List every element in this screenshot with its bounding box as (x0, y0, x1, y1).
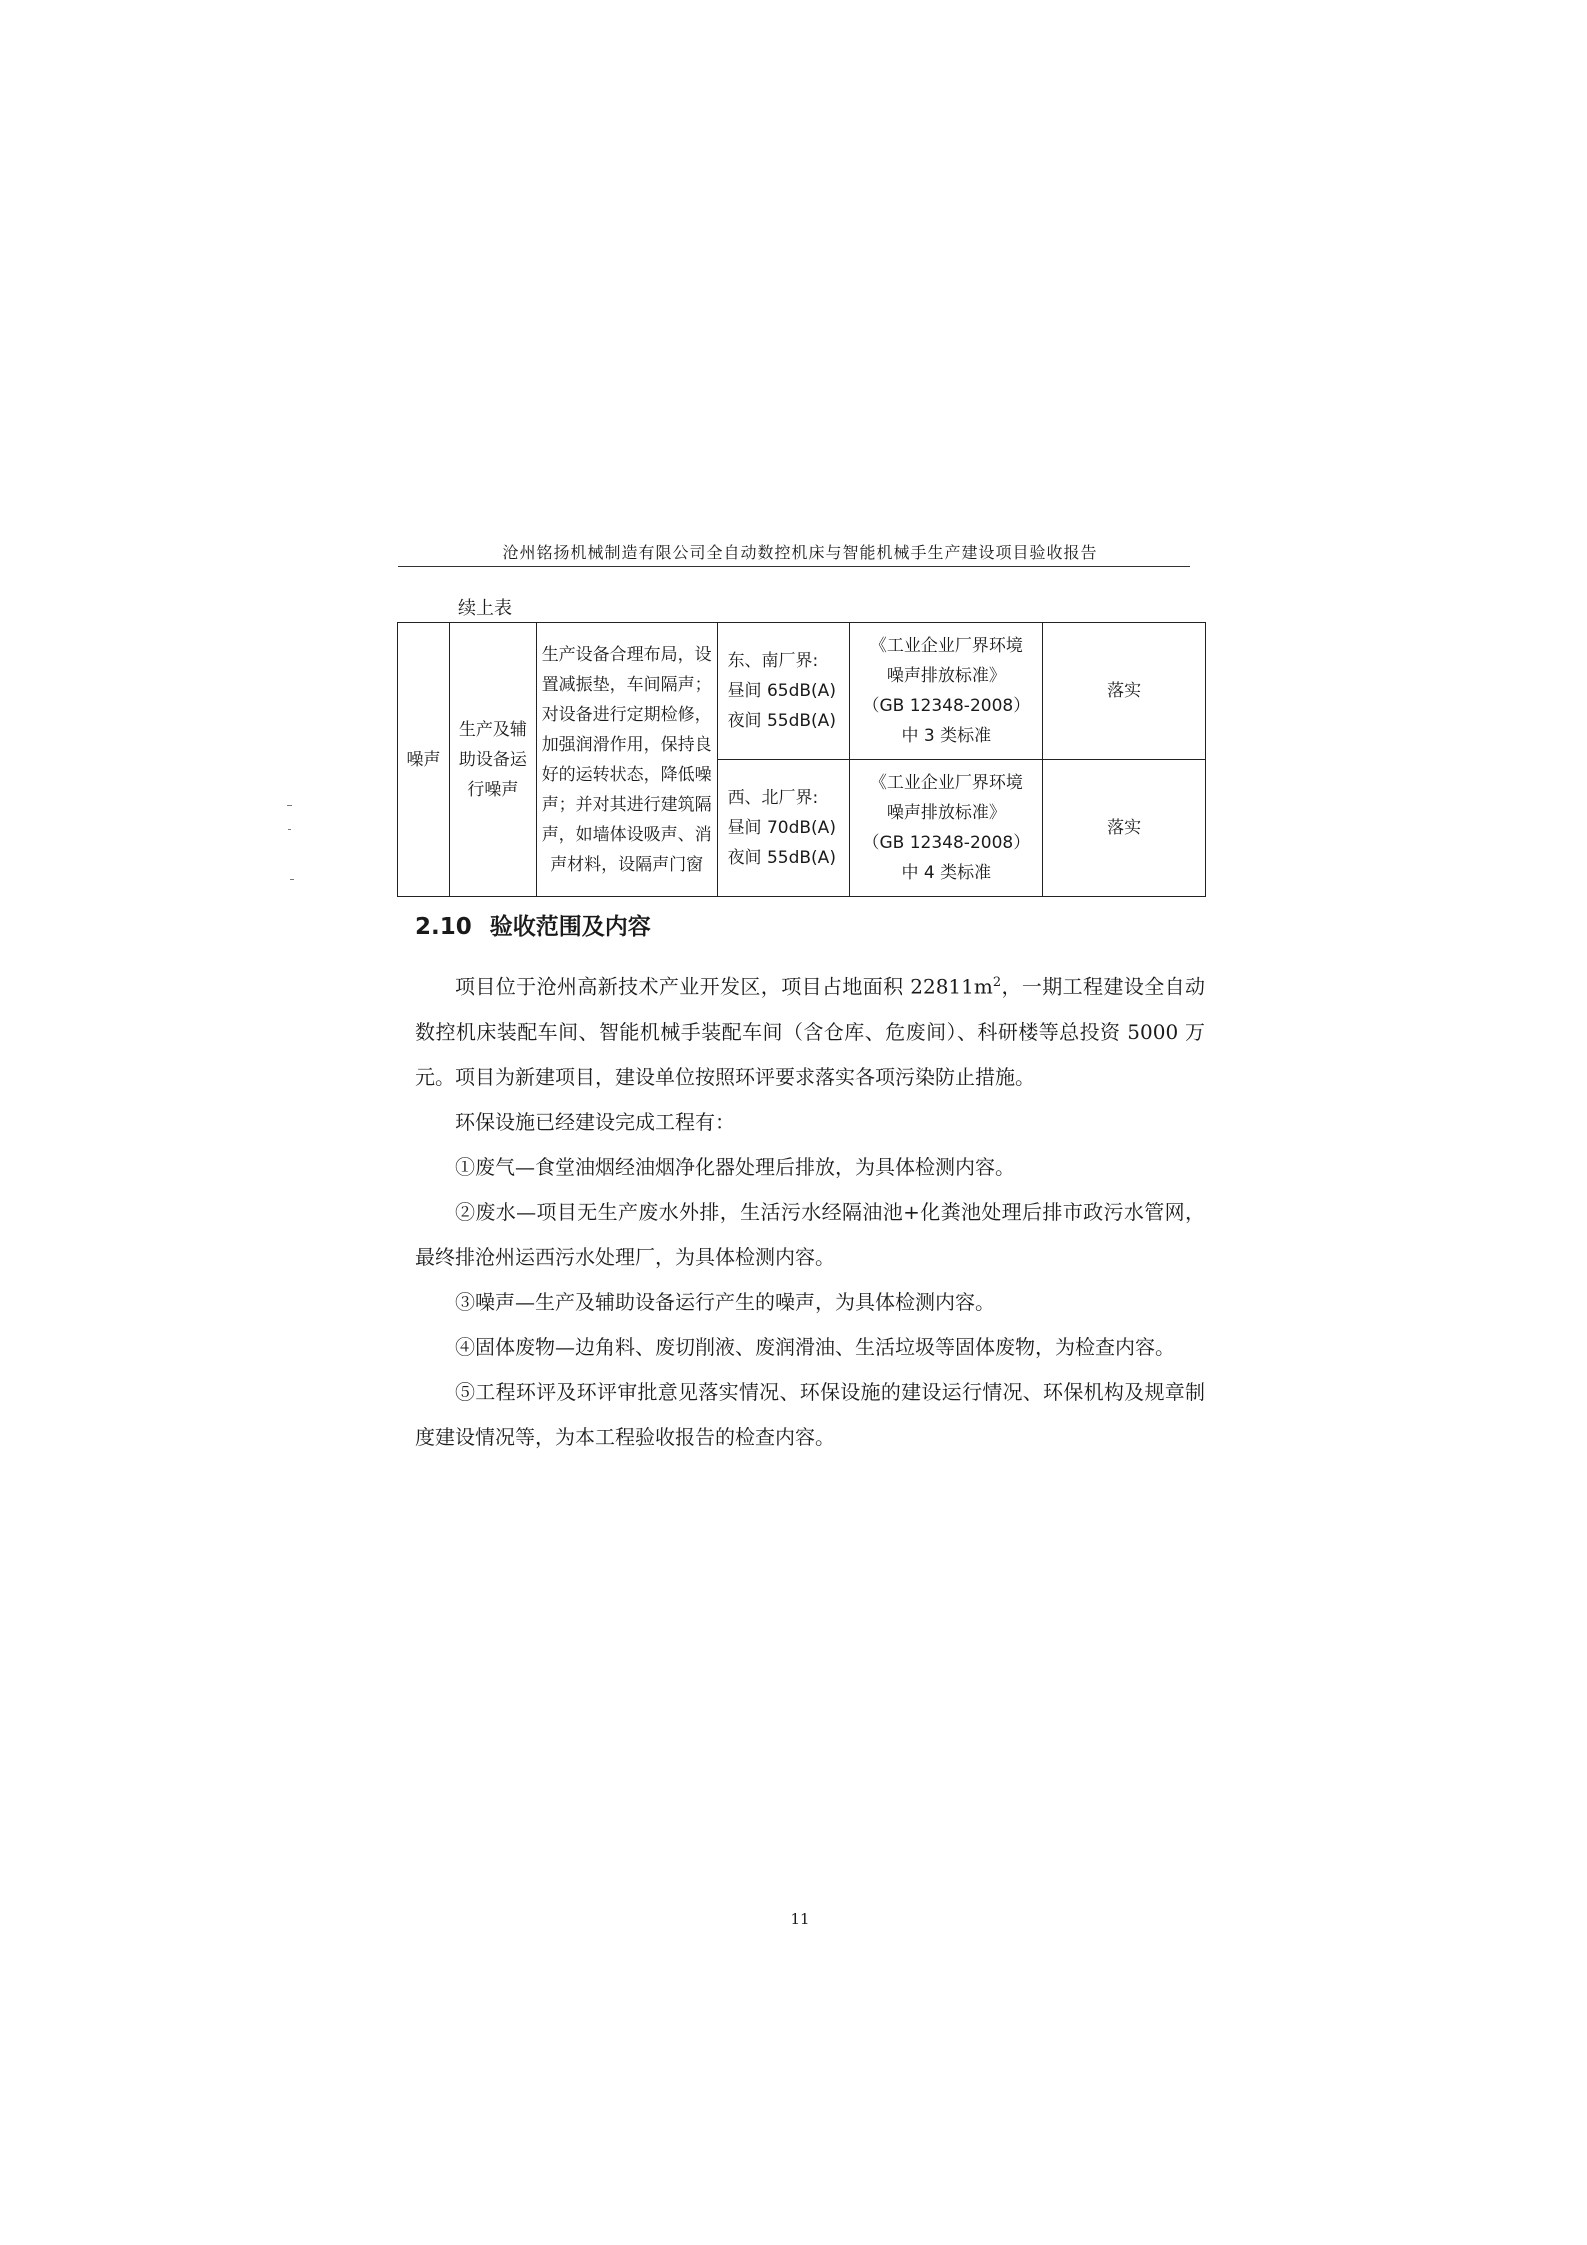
category-cell: 噪声 (398, 623, 450, 897)
noise-control-table (397, 622, 1206, 897)
measures-cell: 生产设备合理布局，设置减振垫，车间隔声；对设备进行定期检修，加强润滑作用，保持良好的运转状态，降低噪声；并对其进行建筑隔声，如墙体设吸声、消声材料，设隔声门窗 (536, 623, 717, 897)
standard-cell (850, 623, 1043, 760)
standard-line: （GB 12348-2008） (862, 833, 1031, 853)
paragraph: 环保设施已经建设完成工程有： (455, 1109, 735, 1134)
standard-line: 噪声排放标准》 (886, 666, 1006, 686)
limit-line: 西、北厂界: (727, 788, 819, 808)
source-cell: 生产及辅助设备运行噪声 (449, 623, 536, 897)
limit-cell (717, 760, 850, 897)
body-text (415, 960, 1205, 1460)
limit-line: 东、南厂界: (727, 651, 819, 671)
status-cell: 落实 (1043, 623, 1206, 760)
standard-line: 《工业企业厂界环境 (869, 636, 1023, 656)
superscript: 2 (992, 975, 1002, 990)
section-title: 验收范围及内容 (489, 914, 651, 940)
paragraph-text: 项目位于沧州高新技术产业开发区，项目占地面积 22811m (455, 974, 993, 999)
scan-speck (290, 879, 294, 880)
scan-speck (287, 805, 292, 806)
standard-line: （GB 12348-2008） (862, 696, 1031, 716)
table-row (398, 623, 1206, 760)
section-heading (415, 908, 651, 941)
limit-cell (717, 623, 850, 760)
standard-line: 《工业企业厂界环境 (869, 773, 1023, 793)
page-number: 11 (790, 1910, 810, 1928)
paragraph (415, 960, 1205, 1100)
standard-line: 中 3 类标准 (901, 726, 992, 746)
paragraph: ⑤工程环评及环评审批意见落实情况、环保设施的建设运行情况、环保机构及规章制度建设情况等，为本工程验收报告的检查内容。 (415, 1379, 1205, 1449)
section-number: 2.10 (415, 914, 472, 940)
standard-line: 噪声排放标准》 (886, 803, 1006, 823)
paragraph-text: ，一期工程建设全自动数控机床装配车间、智能机械手装配车间（含仓库、危废间）、科研楼等总投资 5000 万元。项目为新建项目，建设单位按照环评要求落实各项污染防止措施。 (415, 974, 1205, 1089)
limit-line: 夜间 55dB(A) (727, 848, 836, 868)
limit-line: 昼间 70dB(A) (727, 818, 836, 838)
paragraph: ②废水—项目无生产废水外排，生活污水经隔油池+化粪池处理后排市政污水管网，最终排沧州运西污水处理厂，为具体检测内容。 (415, 1199, 1205, 1269)
standard-line: 中 4 类标准 (901, 863, 992, 883)
header-rule (398, 566, 1190, 567)
paragraph: ①废气—食堂油烟经油烟净化器处理后排放，为具体检测内容。 (455, 1154, 1015, 1179)
standard-cell (850, 760, 1043, 897)
paragraph: ③噪声—生产及辅助设备运行产生的噪声，为具体检测内容。 (455, 1289, 995, 1314)
table-caption: 续上表 (458, 598, 512, 619)
limit-line: 夜间 55dB(A) (727, 711, 836, 731)
running-header: 沧州铭扬机械制造有限公司全自动数控机床与智能机械手生产建设项目验收报告 (502, 543, 1098, 562)
paragraph: ④固体废物—边角料、废切削液、废润滑油、生活垃圾等固体废物，为检查内容。 (455, 1334, 1175, 1359)
status-cell: 落实 (1043, 760, 1206, 897)
scan-speck (288, 829, 291, 830)
limit-line: 昼间 65dB(A) (727, 681, 836, 701)
